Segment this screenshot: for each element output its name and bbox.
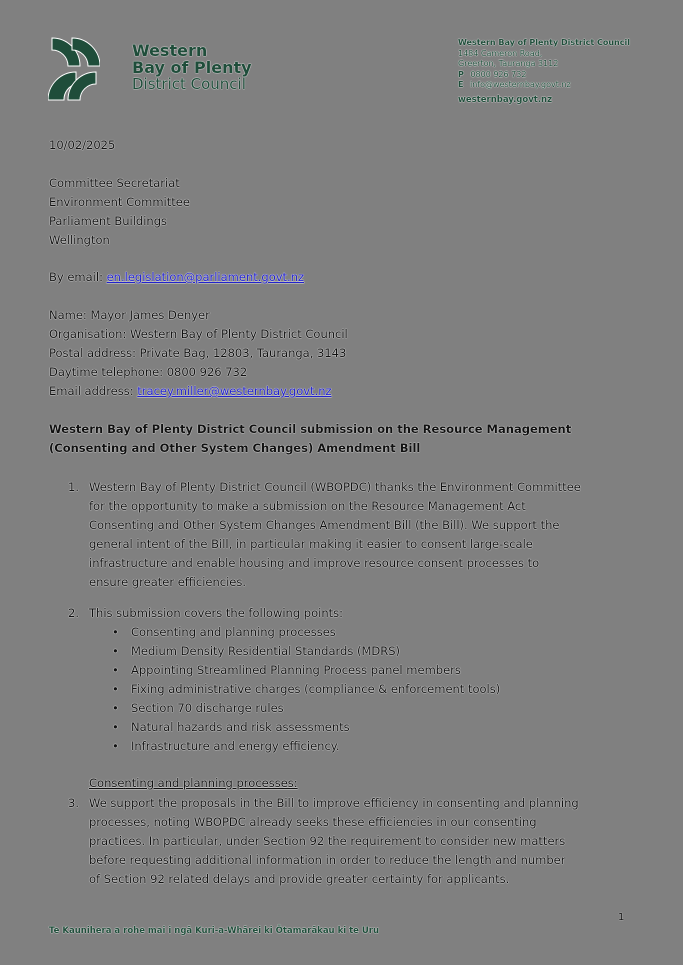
item-line: of Section 92 related delays and provide greater certainty for applicants. [89, 872, 510, 886]
item-line: Western Bay of Plenty District Council (WBOPDC) thanks the Environment Committee [89, 480, 581, 494]
contact-address-1: 1484 Cameron Road, [458, 48, 543, 58]
list-item: • Fixing administrative charges (compliance & enforcement tools) [112, 680, 500, 699]
submitter-postal: Postal address: Private Bag, 12803, Tauranga, 3143 [49, 346, 347, 360]
phone-label: P [458, 69, 464, 79]
item-line: Consenting and Other System Changes Amendment Bill (the Bill). We support the [89, 518, 560, 532]
contact-block [458, 38, 630, 105]
title-line-1: Western Bay of Plenty District Council submission on the Resource Management [49, 422, 572, 436]
list-item: • Appointing Streamlined Planning Process panel members [112, 661, 500, 680]
submitter-phone: Daytime telephone: 0800 926 732 [49, 365, 248, 379]
title-line-2: (Consenting and Other System Changes) Amendment Bill [49, 441, 421, 455]
contact-org: Western Bay of Plenty District Council [458, 38, 630, 47]
item-text [89, 604, 629, 623]
logo-line-3: District Council [132, 75, 246, 93]
item-line: for the opportunity to make a submission on the Resource Management Act [89, 499, 526, 513]
item-line: ensure greater efficiencies. [89, 575, 247, 589]
submitter-name: Name: Mayor James Denyer [49, 308, 210, 322]
contact-phone-row [458, 70, 630, 81]
contact-email[interactable]: info@westernbay.govt.nz [470, 80, 571, 89]
letter-date: 10/02/2025 [49, 138, 116, 152]
footer-tagline: Te Kaunihera a rohe mai i ngā Kuri-a-Whārei ki Ōtamarākau ki te Uru [49, 926, 380, 936]
by-email-link[interactable]: en.legislation@parliament.govt.nz [106, 270, 305, 284]
page-number: 1 [618, 912, 625, 923]
item-text [89, 794, 629, 889]
item-number: 3. [68, 796, 79, 810]
council-logo [48, 36, 268, 104]
item-text [89, 478, 629, 592]
recipient-line: Committee Secretariat [49, 176, 180, 190]
item-line: This submission covers the following points: [89, 606, 343, 620]
list-item: • Infrastructure and energy efficiency. [112, 737, 500, 756]
submission-title [49, 420, 571, 458]
item-number: 2. [68, 606, 79, 620]
points-list [112, 623, 500, 756]
item-line: processes, noting WBOPDC already seeks these efficiencies in our consenting [89, 815, 537, 829]
by-email-label: By email: [49, 270, 107, 284]
list-item: • Medium Density Residential Standards (MDRS) [112, 642, 500, 661]
submitter-block [49, 306, 348, 401]
recipient-line: Wellington [49, 233, 110, 247]
logo-line-1: Western [132, 41, 208, 60]
item-line: infrastructure and enable housing and improve resource consent processes to [89, 556, 540, 570]
email-label: E [458, 80, 464, 89]
item-number: 1. [68, 480, 79, 494]
list-item: • Natural hazards and risk assessments [112, 718, 500, 737]
section-subheading: Consenting and planning processes: [89, 776, 298, 790]
submitter-email-row [49, 382, 348, 401]
recipient-line: Parliament Buildings [49, 214, 168, 228]
list-item: • Section 70 discharge rules [112, 699, 500, 718]
submitter-email-link[interactable]: tracey.miller@westernbay.govt.nz [137, 384, 332, 398]
contact-email-row [458, 80, 630, 91]
item-line: before requesting additional information in order to reduce the length and number [89, 853, 566, 867]
contact-website[interactable]: westernbay.govt.nz [458, 94, 553, 105]
list-item: • Consenting and planning processes [112, 623, 500, 642]
by-email-line [49, 268, 304, 287]
submitter-email-label: Email address: [49, 384, 138, 398]
council-logo-text [132, 42, 252, 93]
item-line: practices. In particular, under Section 92 the requirement to consider new matters [89, 834, 566, 848]
logo-line-2: Bay of Plenty [132, 58, 252, 77]
item-line: general intent of the Bill, in particular making it easier to consent large-scale [89, 537, 533, 551]
submitter-organisation: Organisation: Western Bay of Plenty District Council [49, 327, 348, 341]
council-logo-icon [48, 36, 100, 102]
contact-address-2: Greerton, Tauranga 3112 [458, 59, 559, 68]
recipient-line: Environment Committee [49, 195, 190, 209]
item-line: We support the proposals in the Bill to improve efficiency in consenting and planning [89, 796, 579, 810]
recipient-block [49, 174, 190, 250]
contact-phone: 0800 926 732 [470, 69, 527, 79]
